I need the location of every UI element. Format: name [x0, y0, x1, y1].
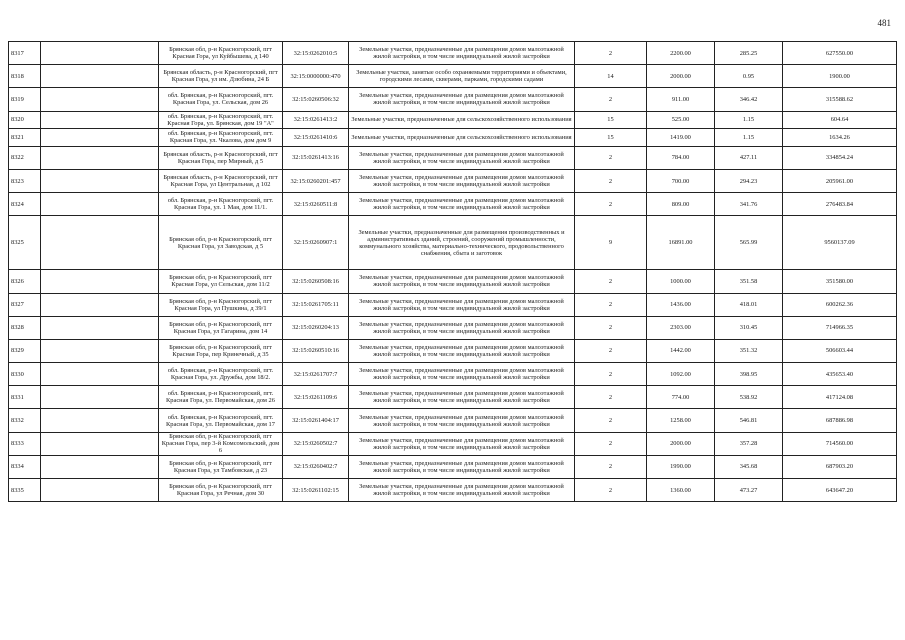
- permitted-use-cell: Земельные участки, предназначенные для размещения домов малоэтажной жилой застройки, в том числе индивидуальной жилой застройки: [349, 88, 575, 111]
- area-cell: 700.00: [647, 169, 715, 192]
- row-number: 8321: [9, 129, 41, 147]
- permitted-use-cell: Земельные участки, предназначенные для размещения домов малоэтажной жилой застройки, в том числе индивидуальной жилой застройки: [349, 339, 575, 362]
- specific-value-cell: 0.95: [715, 65, 783, 88]
- cadastral-value-cell: 351580.00: [783, 270, 897, 293]
- permitted-use-cell: Земельные участки, предназначенные для размещения домов малоэтажной жилой застройки, в том числе индивидуальной жилой застройки: [349, 293, 575, 316]
- cadastral-number-cell: 32:15:0260506:32: [283, 88, 349, 111]
- use-group-cell: 2: [575, 339, 647, 362]
- address-cell: Брянская обл, р-н Красногорский, пгт Красная Гора, пер Кринечный, д 35: [159, 339, 283, 362]
- use-group-cell: 2: [575, 386, 647, 409]
- permitted-use-cell: Земельные участки, предназначенные для размещения домов малоэтажной жилой застройки, в том числе индивидуальной жилой застройки: [349, 409, 575, 432]
- blank-cell: [41, 386, 159, 409]
- cadastral-value-cell: 627550.00: [783, 42, 897, 65]
- cadastral-number-cell: 32:15:0261102:15: [283, 479, 349, 502]
- blank-cell: [41, 432, 159, 455]
- cadastral-value-cell: 315588.62: [783, 88, 897, 111]
- row-number: 8324: [9, 193, 41, 216]
- cadastral-value-cell: 1634.26: [783, 129, 897, 147]
- area-cell: 2303.00: [647, 316, 715, 339]
- table-row: [9, 293, 897, 316]
- cadastral-value-cell: 417124.08: [783, 386, 897, 409]
- use-group-cell: 2: [575, 146, 647, 169]
- blank-cell: [41, 146, 159, 169]
- row-number: 8332: [9, 409, 41, 432]
- address-cell: обл. Брянская, р-н Красногорский, пгт. Красная Гора, ул. Брянская, дом 19 "А": [159, 111, 283, 129]
- specific-value-cell: 565.99: [715, 216, 783, 270]
- use-group-cell: 15: [575, 111, 647, 129]
- table-row: [9, 409, 897, 432]
- row-number: 8329: [9, 339, 41, 362]
- table-row: [9, 363, 897, 386]
- specific-value-cell: 346.42: [715, 88, 783, 111]
- row-number: 8320: [9, 111, 41, 129]
- address-cell: Брянская обл, р-н Красногорский, пгт Красная Гора, ул Сельская, дом 11/2: [159, 270, 283, 293]
- use-group-cell: 2: [575, 270, 647, 293]
- row-number: 8327: [9, 293, 41, 316]
- address-cell: Брянская область, р-н Красногорский, пгт Красная Гора, пер Мирный, д 5: [159, 146, 283, 169]
- use-group-cell: 2: [575, 479, 647, 502]
- specific-value-cell: 418.01: [715, 293, 783, 316]
- use-group-cell: 2: [575, 42, 647, 65]
- area-cell: 2000.00: [647, 65, 715, 88]
- cadastral-value-cell: 604.64: [783, 111, 897, 129]
- use-group-cell: 9: [575, 216, 647, 270]
- permitted-use-cell: Земельные участки, предназначенные для размещения домов малоэтажной жилой застройки, в том числе индивидуальной жилой застройки: [349, 270, 575, 293]
- row-number: 8333: [9, 432, 41, 455]
- use-group-cell: 2: [575, 293, 647, 316]
- row-number: 8326: [9, 270, 41, 293]
- cadastral-value-cell: 687886.98: [783, 409, 897, 432]
- cadastral-number-cell: 32:15:0261413:2: [283, 111, 349, 129]
- table-row: [9, 65, 897, 88]
- cadastral-number-cell: 32:15:0260201:457: [283, 169, 349, 192]
- specific-value-cell: 345.68: [715, 455, 783, 478]
- specific-value-cell: 1.15: [715, 111, 783, 129]
- cadastral-value-cell: 714966.35: [783, 316, 897, 339]
- address-cell: Брянская обл, р-н Красногорский, пгт Красная Гора, пер 3-й Комсомольский, дом 6: [159, 432, 283, 455]
- cadastral-value-cell: 600262.36: [783, 293, 897, 316]
- permitted-use-cell: Земельные участки, предназначенные для размещения домов малоэтажной жилой застройки, в том числе индивидуальной жилой застройки: [349, 455, 575, 478]
- area-cell: 1360.00: [647, 479, 715, 502]
- cadastral-value-cell: 1900.00: [783, 65, 897, 88]
- table-row: [9, 432, 897, 455]
- blank-cell: [41, 270, 159, 293]
- permitted-use-cell: Земельные участки, предназначенные для размещения домов малоэтажной жилой застройки, в том числе индивидуальной жилой застройки: [349, 432, 575, 455]
- use-group-cell: 15: [575, 129, 647, 147]
- specific-value-cell: 538.92: [715, 386, 783, 409]
- cadastral-value-cell: 506603.44: [783, 339, 897, 362]
- cadastral-number-cell: 32:15:0260508:16: [283, 270, 349, 293]
- table-row: [9, 386, 897, 409]
- use-group-cell: 2: [575, 409, 647, 432]
- permitted-use-cell: Земельные участки, предназначенные для размещения домов малоэтажной жилой застройки, в том числе индивидуальной жилой застройки: [349, 169, 575, 192]
- table-row: [9, 169, 897, 192]
- address-cell: Брянская обл, р-н Красногорский, пгт Красная Гора, ул Речная, дом 30: [159, 479, 283, 502]
- address-cell: Брянская обл, р-н Красногорский, пгт Красная Гора, ул Тамбовская, д 23: [159, 455, 283, 478]
- permitted-use-cell: Земельные участки, предназначенные для размещения домов малоэтажной жилой застройки, в том числе индивидуальной жилой застройки: [349, 42, 575, 65]
- address-cell: Брянская обл, р-н Красногорский, пгт Красная Гора, ул Куйбышева, д 140: [159, 42, 283, 65]
- use-group-cell: 2: [575, 316, 647, 339]
- specific-value-cell: 357.28: [715, 432, 783, 455]
- cadastral-value-cell: 714560.00: [783, 432, 897, 455]
- row-number: 8323: [9, 169, 41, 192]
- specific-value-cell: 285.25: [715, 42, 783, 65]
- address-cell: Брянская область, р-н Красногорский, пгт Красная Гора, ул Центральная, д 102: [159, 169, 283, 192]
- permitted-use-cell: Земельные участки, предназначенные для размещения домов малоэтажной жилой застройки, в том числе индивидуальной жилой застройки: [349, 386, 575, 409]
- cadastral-value-cell: 334854.24: [783, 146, 897, 169]
- cadastral-number-cell: 32:15:0260204:13: [283, 316, 349, 339]
- address-cell: обл. Брянская, р-н Красногорский, пгт. Красная Гора, ул. Дружбы, дом 18/2.: [159, 363, 283, 386]
- blank-cell: [41, 316, 159, 339]
- specific-value-cell: 294.23: [715, 169, 783, 192]
- blank-cell: [41, 409, 159, 432]
- cadastral-value-cell: 435653.40: [783, 363, 897, 386]
- cadastral-value-cell: 205961.00: [783, 169, 897, 192]
- area-cell: 16891.00: [647, 216, 715, 270]
- area-cell: 2200.00: [647, 42, 715, 65]
- table-row: [9, 479, 897, 502]
- area-cell: 1990.00: [647, 455, 715, 478]
- cadastral-number-cell: 32:15:0260511:8: [283, 193, 349, 216]
- area-cell: 774.00: [647, 386, 715, 409]
- area-cell: 809.00: [647, 193, 715, 216]
- blank-cell: [41, 111, 159, 129]
- blank-cell: [41, 216, 159, 270]
- row-number: 8318: [9, 65, 41, 88]
- blank-cell: [41, 193, 159, 216]
- area-cell: 911.00: [647, 88, 715, 111]
- row-number: 8330: [9, 363, 41, 386]
- row-number: 8328: [9, 316, 41, 339]
- cadastral-number-cell: 32:15:0260907:1: [283, 216, 349, 270]
- specific-value-cell: 341.76: [715, 193, 783, 216]
- blank-cell: [41, 363, 159, 386]
- row-number: 8331: [9, 386, 41, 409]
- row-number: 8319: [9, 88, 41, 111]
- address-cell: обл. Брянская, р-н Красногорский, пгт. Красная Гора, ул. 1 Мая, дом 11/1.: [159, 193, 283, 216]
- address-cell: Брянская обл, р-н Красногорский, пгт Красная Гора, ул Заводская, д 5: [159, 216, 283, 270]
- table-row: [9, 129, 897, 147]
- table-row: [9, 88, 897, 111]
- row-number: 8317: [9, 42, 41, 65]
- blank-cell: [41, 293, 159, 316]
- specific-value-cell: 351.32: [715, 339, 783, 362]
- page-number: 481: [877, 18, 891, 28]
- blank-cell: [41, 339, 159, 362]
- cadastral-number-cell: 32:15:0261109:6: [283, 386, 349, 409]
- permitted-use-cell: Земельные участки, предназначенные для размещения домов малоэтажной жилой застройки, в том числе индивидуальной жилой застройки: [349, 363, 575, 386]
- use-group-cell: 2: [575, 432, 647, 455]
- cadastral-number-cell: 32:15:0261410:6: [283, 129, 349, 147]
- permitted-use-cell: Земельные участки, предназначенные для размещения домов малоэтажной жилой застройки, в том числе индивидуальной жилой застройки: [349, 193, 575, 216]
- table-row: [9, 193, 897, 216]
- specific-value-cell: 546.81: [715, 409, 783, 432]
- address-cell: Брянская обл, р-н Красногорский, пгт Красная Гора, ул Гагарина, дом 14: [159, 316, 283, 339]
- address-cell: Брянская область, р-н Красногорский, пгт Красная Гора, ул им. Дзюбина, 24 Б: [159, 65, 283, 88]
- blank-cell: [41, 42, 159, 65]
- permitted-use-cell: Земельные участки, предназначенные для размещения домов малоэтажной жилой застройки, в том числе индивидуальной жилой застройки: [349, 479, 575, 502]
- table-row: [9, 316, 897, 339]
- specific-value-cell: 351.58: [715, 270, 783, 293]
- table-row: [9, 270, 897, 293]
- row-number: 8325: [9, 216, 41, 270]
- cadastral-value-cell: 9560137.09: [783, 216, 897, 270]
- permitted-use-cell: Земельные участки, предназначенные для размещения домов малоэтажной жилой застройки, в том числе индивидуальной жилой застройки: [349, 146, 575, 169]
- address-cell: обл. Брянская, р-н Красногорский, пгт. Красная Гора, ул. Первомайская, дом 17: [159, 409, 283, 432]
- table-row: [9, 146, 897, 169]
- permitted-use-cell: Земельные участки, предназначенные для размещения производственных и административных зданий, строений, сооружений промышленности, коммунального хозяйства, материально-технического, продовольственного снабжения, сбыта и заготовок: [349, 216, 575, 270]
- blank-cell: [41, 455, 159, 478]
- blank-cell: [41, 169, 159, 192]
- specific-value-cell: 1.15: [715, 129, 783, 147]
- specific-value-cell: 473.27: [715, 479, 783, 502]
- table-row: [9, 42, 897, 65]
- cadastral-number-cell: 32:15:0261413:16: [283, 146, 349, 169]
- table-row: [9, 339, 897, 362]
- cadastral-number-cell: 32:15:0261705:11: [283, 293, 349, 316]
- cadastral-number-cell: 32:15:0260502:7: [283, 432, 349, 455]
- cadastral-number-cell: 32:15:0261707:7: [283, 363, 349, 386]
- blank-cell: [41, 129, 159, 147]
- cadastral-number-cell: 32:15:0260510:16: [283, 339, 349, 362]
- address-cell: обл. Брянская, р-н Красногорский, пгт. Красная Гора, ул. Сельская, дом 26: [159, 88, 283, 111]
- address-cell: обл. Брянская, р-н Красногорский, пгт. Красная Гора, ул. Первомайская, дом 26: [159, 386, 283, 409]
- permitted-use-cell: Земельные участки, предназначенные для размещения домов малоэтажной жилой застройки, в том числе индивидуальной жилой застройки: [349, 316, 575, 339]
- cadastral-value-cell: 643647.20: [783, 479, 897, 502]
- blank-cell: [41, 65, 159, 88]
- table-row: [9, 216, 897, 270]
- area-cell: 2000.00: [647, 432, 715, 455]
- cadastral-value-cell: 276483.84: [783, 193, 897, 216]
- cadastral-number-cell: 32:15:0261404:17: [283, 409, 349, 432]
- table-row: [9, 111, 897, 129]
- cadastral-value-cell: 687903.20: [783, 455, 897, 478]
- area-cell: 1442.00: [647, 339, 715, 362]
- row-number: 8335: [9, 479, 41, 502]
- area-cell: 525.00: [647, 111, 715, 129]
- blank-cell: [41, 479, 159, 502]
- specific-value-cell: 427.11: [715, 146, 783, 169]
- cadastral-value-table: [8, 41, 897, 502]
- use-group-cell: 2: [575, 363, 647, 386]
- row-number: 8334: [9, 455, 41, 478]
- permitted-use-cell: Земельные участки, предназначенные для сельскохозяйственного использования: [349, 111, 575, 129]
- table-row: [9, 455, 897, 478]
- blank-cell: [41, 88, 159, 111]
- area-cell: 1436.00: [647, 293, 715, 316]
- area-cell: 1419.00: [647, 129, 715, 147]
- use-group-cell: 2: [575, 169, 647, 192]
- area-cell: 1000.00: [647, 270, 715, 293]
- area-cell: 1258.00: [647, 409, 715, 432]
- area-cell: 784.00: [647, 146, 715, 169]
- cadastral-number-cell: 32:15:0260402:7: [283, 455, 349, 478]
- row-number: 8322: [9, 146, 41, 169]
- permitted-use-cell: Земельные участки, предназначенные для сельскохозяйственного использования: [349, 129, 575, 147]
- use-group-cell: 2: [575, 88, 647, 111]
- cadastral-number-cell: 32:15:0262010:5: [283, 42, 349, 65]
- area-cell: 1092.00: [647, 363, 715, 386]
- use-group-cell: 2: [575, 193, 647, 216]
- permitted-use-cell: Земельные участки, занятые особо охраняемыми территориями и объектами, городскими лесами, скверами, парками, городскими садами: [349, 65, 575, 88]
- address-cell: обл. Брянская, р-н Красногорский, пгт. Красная Гора, ул. Чкалова, дом дом 9: [159, 129, 283, 147]
- specific-value-cell: 398.95: [715, 363, 783, 386]
- specific-value-cell: 310.45: [715, 316, 783, 339]
- address-cell: Брянская обл, р-н Красногорский, пгт Красная Гора, ул Пушкина, д 39/1: [159, 293, 283, 316]
- use-group-cell: 14: [575, 65, 647, 88]
- use-group-cell: 2: [575, 455, 647, 478]
- cadastral-number-cell: 32:15:0000000:470: [283, 65, 349, 88]
